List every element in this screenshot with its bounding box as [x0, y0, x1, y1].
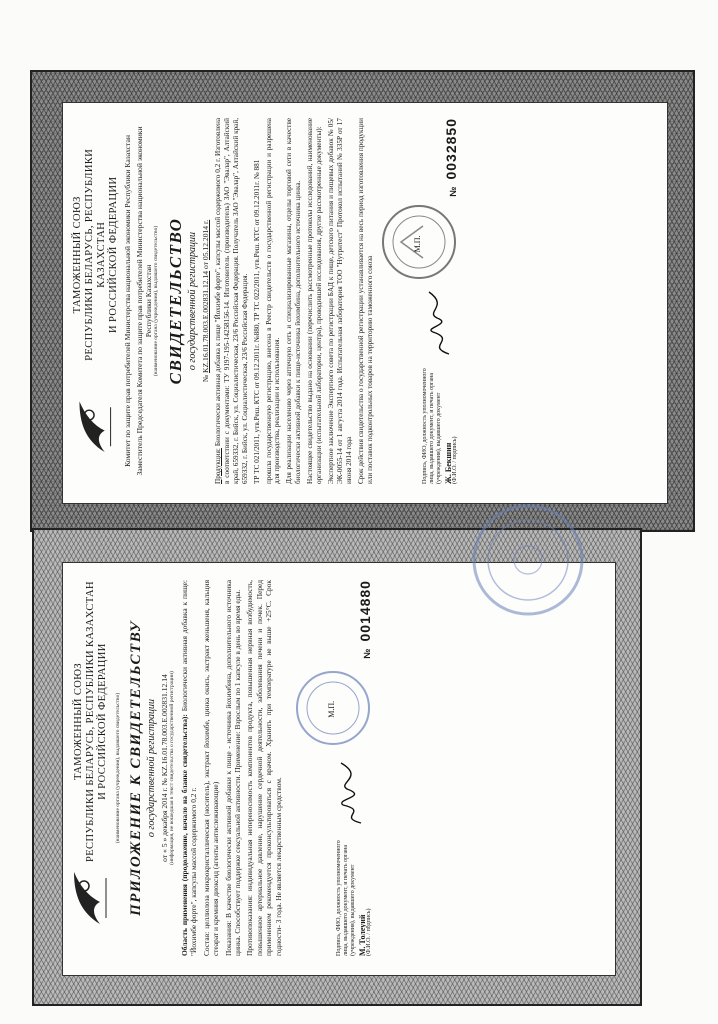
appendix-subtitle: о государственной регистрации — [146, 698, 157, 838]
product-text: Биологически активная добавка к пище "Йохимбе форте", капсулы массой содержимого 0,2 г. Изготовлена в соответствии с документами: ТУ 9197-195-14258156-14. Изготовитель (производитель) ЗАО "Эвалар", Алтайский край, 659332, г. Бийск, ул. Социалистическая, 23/6 Российская Федерация. Получатель ЗАО "Эвалар", Алтайский край, 659332, г. Бийск, ул. Социалистическая, 23/6 Российская Федерация. — [214, 117, 249, 484]
authority-caption: (наименование органа (учреждения), выдавшего свидетельство) — [153, 225, 159, 377]
stamp-label: М.П. — [327, 700, 337, 718]
signature-icon — [419, 288, 459, 358]
registration-date: 05.12.2014 г. — [201, 219, 210, 261]
certificate-subtitle: о государственной регистрации — [187, 231, 198, 371]
reg-from-label: от — [201, 261, 210, 269]
indications-text: Показания: В качестве биологически активной добавки к пище - источника йохимбина, дополнительного источника цинка. Способствует поддержке сексуальной активности. Применение: Взрослым по 1 капсуле в день во время еды. — [223, 580, 243, 956]
round-stamp — [379, 202, 459, 282]
certificate-title: СВИДЕТЕЛЬСТВО — [166, 217, 185, 385]
product-label: Продукция: — [214, 448, 222, 484]
serial-value: 0014880 — [357, 580, 374, 642]
appendix-content — [66, 566, 610, 970]
deputy-name: Заместитель Председателя Комитета по защите прав потребителей Министерства национальной экономики Республики Казахстан — [135, 126, 153, 476]
basis-text: Настоящее свидетельство выдано на основании (перечислить рассмотренные протоколы исследований, наименование организации (испытательной лаборатории, центра), проводившей исследования, другие рассмотренные документы): — [306, 118, 324, 484]
signature-row — [379, 118, 459, 484]
appendix-date-line: от « 5 » декабря 2014 г. № KZ.16.01.78.003.E.002831.12.14 — [160, 674, 169, 862]
signer-caption: Подпись, ФИО, должность уполномоченного лица, выдавшего документ, и печать органа (учреждения), выдавшего документ — [336, 840, 357, 956]
eagle-emblem-icon — [70, 870, 112, 926]
signer-caption: Подпись, ФИО, должность уполномоченного лица, выдавшего документ, и печать органа (учреждения), выдавшего документ — [421, 368, 442, 484]
signer-name: М. Толеуий — [358, 914, 368, 956]
union-header-line: И РОССИЙСКОЙ ФЕДЕРАЦИИ — [108, 176, 119, 334]
contraindications-text: Противопоказания: индивидуальная непереносимость компонентов продукта, повышенная нервная возбудимость, повышенное артериальное давление, нарушение сердечной деятельности, заболевания печени и почек. Перед применением рекомендуется проконсультироваться с врачом. Хранить при температуре не выше +25°С. Срок годности- 3 года. Не является лекарственным средством. — [245, 580, 283, 956]
date-caption: (информация, не вошедшая в текст свидетельства о государственной регистрации) — [169, 671, 175, 865]
serial-number — [357, 580, 373, 659]
reg-no-label: № — [201, 374, 210, 383]
area-label: Область применения (продолжение, начало на бланке свидетельства): — [180, 714, 189, 956]
conformity-text: ТР ТС 021/2011, утв.Реш. КТС от 09.12.2011г. №880, ТР ТС 022/2011, утв.Реш. КТС от 09.12.2011г. № 881 — [252, 159, 261, 484]
stamp-label: М.П. — [412, 235, 422, 253]
union-header-line: ТАМОЖЕННЫЙ СОЮЗ — [72, 196, 83, 314]
signature-icon — [333, 757, 373, 827]
area-text: Биологически активная добавка к пище: "Йохимбе форте", капсулы массой содержимого 0,2 г. — [180, 580, 199, 956]
validity-text: Срок действия свидетельства о государственной регистрации устанавливается на весь период изготовления продукции или поставок подконтрольных товаров на территорию таможенного союза — [356, 118, 374, 484]
eagle-emblem-icon — [75, 400, 117, 455]
composition-text: Состав: целлюлоза микрокристаллическая (носитель), экстракт йохимбе, цинка окись, экстракт женьшеня, кальция стеарат и кремния диоксид (агенты антислеживающие) — [201, 580, 221, 956]
serial-label: № — [362, 647, 373, 659]
appendix-signature-row — [293, 580, 373, 956]
certificate-content — [66, 104, 664, 498]
appendix-title: ПРИЛОЖЕНИЕ К СВИДЕТЕЛЬСТВУ — [128, 620, 144, 916]
union-header-line: И РОССИЙСКОЙ ФЕДЕРАЦИИ — [97, 643, 108, 800]
fio-caption: (Ф.И.О. / подпись) — [366, 908, 373, 956]
signer-name: Ж. Бекшин — [443, 442, 453, 484]
serial-value: 0032850 — [442, 118, 459, 180]
serial-number — [443, 118, 459, 197]
overlapping-stamp-icon — [468, 500, 588, 620]
basis-docs: Экспертное заключение Экспертного совета по регистрации БАД к пище, детского питания и пищевых добавок № 05/ЭК-0055-14 от 1 августа 2014 года. Испытательная лаборатория ТОО "Нутритест" Протокол испытаний № 335Р от 17 июня 2014 года — [326, 118, 353, 484]
registry-text: прошла государственную регистрацию, внесена в Реестр свидетельств о государственной регистрации и разрешена для производства, реализации и использования. — [264, 118, 282, 484]
appendix-body — [180, 580, 283, 956]
realization-text: Для реализации населению через аптечную сеть и специализированные магазины, отделы торговой сети в качестве биологически активной добавки к пище-источника йохимбина, дополнительного источника цинка. — [285, 118, 303, 484]
union-header-line: ТАМОЖЕННЫЙ СОЮЗ — [73, 662, 84, 781]
union-header-line: РЕСПУБЛИКИ БЕЛАРУСЬ, РЕСПУБЛИКИ КАЗАХСТАН — [84, 148, 107, 361]
registration-number-line — [201, 118, 210, 484]
certificate-body — [214, 118, 375, 484]
fio-caption: (Ф.И.О. / подпись) — [451, 436, 458, 484]
serial-label: № — [447, 185, 458, 197]
union-header-line: РЕСПУБЛИКИ БЕЛАРУСЬ, РЕСПУБЛИКИ КАЗАХСТАН — [85, 580, 96, 862]
round-stamp — [293, 668, 373, 748]
registration-number: KZ.16.01.78.003.E.002831.12.14 — [201, 270, 210, 373]
certificate-header — [72, 118, 120, 454]
authority-caption: (наименование органа (учреждения), выдавшего свидетельство) — [115, 692, 121, 844]
appendix-header — [70, 580, 112, 926]
committee-name: Комитет по защите прав потребителей Министерства национальной экономики Республики Казахстан — [123, 135, 132, 467]
